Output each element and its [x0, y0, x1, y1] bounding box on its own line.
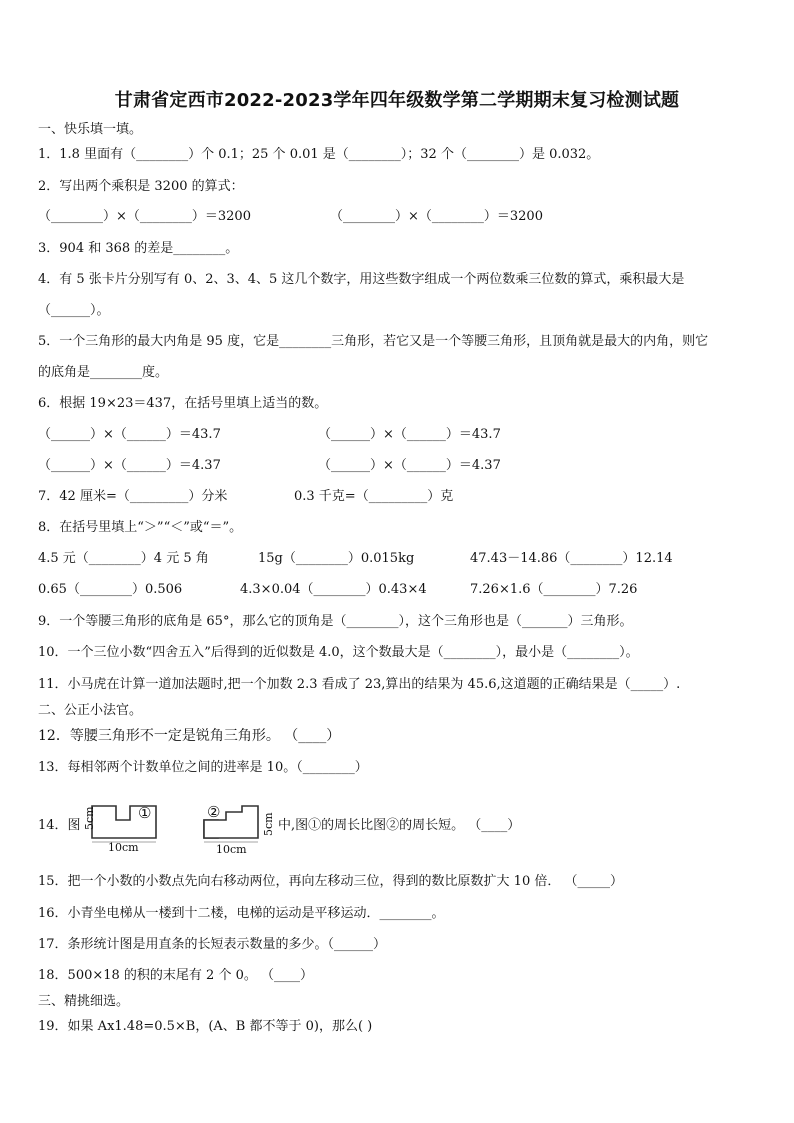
question-10: 10．一个三位小数“四舍五入”后得到的近似数是 4.0，这个数最大是（________），最小是（________）。	[38, 645, 639, 660]
figure-1-width-label: 10cm	[108, 841, 139, 854]
question-2-equation-a: （________）×（________）＝3200	[38, 209, 251, 224]
question-14-prefix: 14．图	[38, 818, 81, 833]
figure-2-width-label: 10cm	[216, 843, 247, 856]
question-6-equation-d: （______）×（______）＝4.37	[318, 458, 501, 473]
question-7-part-a: 7．42 厘米=（_________）分米	[38, 489, 228, 504]
question-8-item-e: 4.3×0.04（________）0.43×4	[240, 582, 427, 597]
question-8-item-a: 4.5 元（________）4 元 5 角	[38, 551, 209, 566]
question-4-line-1: 4．有 5 张卡片分别写有 0、2、3、4、5 这几个数字，用这些数字组成一个两位数乘三位数的算式，乘积最大是	[38, 272, 685, 287]
question-7-part-b: 0.3 千克=（_________）克	[294, 489, 454, 504]
question-8-item-c: 47.43－14.86（________）12.14	[470, 551, 673, 566]
question-2-equation-b: （________）×（________）＝3200	[330, 209, 543, 224]
question-6: 6．根据 19×23＝437，在括号里填上适当的数。	[38, 396, 328, 411]
question-8: 8．在括号里填上“＞”“＜”或“＝”。	[38, 520, 243, 535]
figure-1-number-label: ①	[138, 804, 152, 822]
question-2: 2．写出两个乘积是 3200 的算式：	[38, 179, 244, 194]
page-title: 甘肃省定西市2022-2023学年四年级数学第二学期期末复习检测试题	[114, 90, 680, 111]
question-13: 13．每相邻两个计数单位之间的进率是 10。（________）	[38, 760, 368, 775]
question-5-line-2: 的底角是________度。	[38, 365, 169, 380]
figure-2-number-label: ②	[207, 803, 221, 821]
question-9: 9．一个等腰三角形的底角是 65°，那么它的顶角是（________），这个三角形也是（_______）三角形。	[38, 614, 633, 629]
question-5-line-1: 5．一个三角形的最大内角是 95 度，它是________三角形，若它又是一个等腰三角形，且顶角就是最大的内角，则它	[38, 334, 709, 349]
question-4-line-2: （______）。	[38, 303, 110, 318]
question-19: 19．如果 Ax1.48=0.5×B，(A、B 都不等于 0)，那么( )	[38, 1019, 373, 1034]
figure-2-height-label: 5cm	[262, 812, 275, 836]
question-16: 16．小青坐电梯从一楼到十二楼，电梯的运动是平移运动．________。	[38, 906, 445, 921]
figure-1-height-label: 5cm	[83, 806, 96, 830]
question-6-equation-b: （______）×（______）＝43.7	[318, 427, 501, 442]
question-1: 1．1.8 里面有（________）个 0.1；25 个 0.01 是（________）；32 个（________）是 0.032。	[38, 147, 600, 162]
question-8-item-b: 15g（________）0.015kg	[258, 551, 415, 566]
question-11: 11．小马虎在计算一道加法题时,把一个加数 2.3 看成了 23,算出的结果为 45.6,这道题的正确结果是（_____）.	[38, 677, 681, 692]
question-18: 18．500×18 的积的末尾有 2 个 0。 （____）	[38, 968, 313, 983]
question-3: 3．904 和 368 的差是________。	[38, 241, 239, 256]
section-heading-2: 二、公正小法官。	[38, 703, 143, 718]
section-heading-3: 三、精挑细选。	[38, 994, 130, 1009]
question-17: 17．条形统计图是用直条的长短表示数量的多少。（______）	[38, 937, 387, 952]
question-14-suffix: 中,图①的周长比图②的周长短。 （____）	[278, 818, 521, 833]
question-6-equation-a: （______）×（______）＝43.7	[38, 427, 221, 442]
question-8-item-f: 7.26×1.6（________）7.26	[470, 582, 638, 597]
question-6-equation-c: （______）×（______）＝4.37	[38, 458, 221, 473]
question-12: 12．等腰三角形不一定是锐角三角形。 （____）	[38, 728, 341, 744]
question-8-item-d: 0.65（________）0.506	[38, 582, 183, 597]
section-heading-1: 一、快乐填一填。	[38, 122, 143, 137]
question-15: 15．把一个小数的小数点先向右移动两位，再向左移动三位，得到的数比原数扩大 10 倍． （_____）	[38, 874, 623, 889]
